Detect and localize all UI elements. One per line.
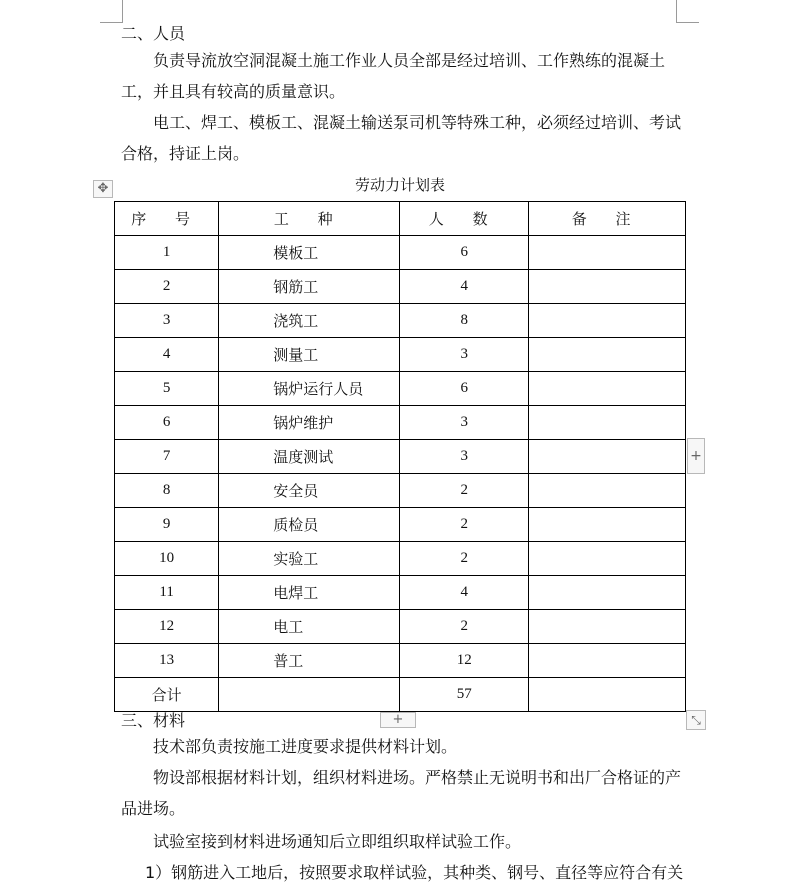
cell-note[interactable] (529, 610, 686, 644)
cell-count[interactable]: 3 (400, 440, 529, 474)
cell-work-type[interactable]: 锅炉维护 (219, 406, 400, 440)
table-row (115, 440, 686, 474)
section-heading-materials: 三、材料 (121, 711, 186, 730)
table-row (115, 236, 686, 270)
header-cell-work-type: 工 种 (219, 202, 400, 236)
paragraph-text: 1）钢筋进入工地后，按照要求取样试验，其种类、钢号、直径等应符合有关 (145, 863, 684, 882)
page-crop-mark-left (100, 0, 123, 23)
cell-note[interactable] (529, 406, 686, 440)
cell-note[interactable] (529, 304, 686, 338)
cell-index[interactable]: 3 (115, 304, 219, 338)
header-cell-note: 备 注 (529, 202, 686, 236)
cell-note[interactable] (529, 236, 686, 270)
table-row (115, 576, 686, 610)
paragraph-text: 工，并且具有较高的质量意识。 (121, 82, 346, 101)
paragraph-text: 品进场。 (121, 799, 186, 818)
cell-work-type[interactable]: 模板工 (219, 236, 400, 270)
table-row (115, 372, 686, 406)
cell-note[interactable] (529, 508, 686, 542)
cell-note[interactable] (529, 576, 686, 610)
move-arrows-icon[interactable]: ✥ (93, 180, 113, 198)
cell-count[interactable]: 3 (400, 406, 529, 440)
table-row (115, 508, 686, 542)
table-header-row (115, 202, 686, 236)
cell-index[interactable]: 11 (115, 576, 219, 610)
table-row (115, 474, 686, 508)
cell-note[interactable] (529, 474, 686, 508)
cell-note[interactable] (529, 542, 686, 576)
cell-note[interactable] (529, 678, 686, 712)
cell-index[interactable]: 10 (115, 542, 219, 576)
labor-plan-table (114, 201, 686, 712)
add-column-button[interactable]: + (687, 438, 705, 474)
cell-count[interactable]: 12 (400, 644, 529, 678)
cell-work-type[interactable]: 普工 (219, 644, 400, 678)
cell-work-type[interactable]: 钢筋工 (219, 270, 400, 304)
cell-count[interactable]: 2 (400, 508, 529, 542)
cell-work-type[interactable]: 浇筑工 (219, 304, 400, 338)
table-row (115, 270, 686, 304)
cell-work-type[interactable] (219, 678, 400, 712)
table-row (115, 644, 686, 678)
cell-work-type[interactable]: 电工 (219, 610, 400, 644)
table-total-row (115, 678, 686, 712)
cell-index[interactable]: 2 (115, 270, 219, 304)
cell-work-type[interactable]: 温度测试 (219, 440, 400, 474)
cell-index[interactable]: 13 (115, 644, 219, 678)
table-row (115, 304, 686, 338)
cell-work-type[interactable]: 质检员 (219, 508, 400, 542)
cell-count[interactable]: 3 (400, 338, 529, 372)
cell-index[interactable]: 1 (115, 236, 219, 270)
cell-note[interactable] (529, 270, 686, 304)
cell-total-count[interactable]: 57 (400, 678, 529, 712)
cell-index[interactable]: 7 (115, 440, 219, 474)
cell-index[interactable]: 4 (115, 338, 219, 372)
cell-index[interactable]: 9 (115, 508, 219, 542)
page-crop-mark-right (676, 0, 699, 23)
table-title: 劳动力计划表 (354, 176, 445, 194)
section-heading-personnel: 二、人员 (121, 24, 186, 43)
add-row-button[interactable]: + (380, 712, 416, 728)
cell-index[interactable]: 6 (115, 406, 219, 440)
paragraph-text: 试验室接到材料进场通知后立即组织取样试验工作。 (153, 832, 522, 851)
table-row (115, 406, 686, 440)
cell-count[interactable]: 2 (400, 542, 529, 576)
table-row (115, 610, 686, 644)
header-cell-count: 人 数 (400, 202, 529, 236)
paragraph-text: 合格，持证上岗。 (121, 144, 250, 163)
paragraph-text: 物设部根据材料计划，组织材料进场。严格禁止无说明书和出厂合格证的产 (153, 768, 682, 787)
table-row (115, 542, 686, 576)
cell-work-type[interactable]: 锅炉运行人员 (219, 372, 400, 406)
resize-arrows-icon[interactable]: ⤡ (686, 710, 706, 730)
cell-work-type[interactable]: 安全员 (219, 474, 400, 508)
cell-count[interactable]: 4 (400, 576, 529, 610)
cell-index[interactable]: 12 (115, 610, 219, 644)
cell-index[interactable]: 8 (115, 474, 219, 508)
cell-count[interactable]: 2 (400, 610, 529, 644)
cell-count[interactable]: 8 (400, 304, 529, 338)
cell-count[interactable]: 2 (400, 474, 529, 508)
paragraph-text: 负责导流放空洞混凝土施工作业人员全部是经过培训、工作熟练的混凝土 (153, 51, 666, 70)
cell-note[interactable] (529, 372, 686, 406)
cell-work-type[interactable]: 电焊工 (219, 576, 400, 610)
cell-index[interactable]: 5 (115, 372, 219, 406)
paragraph-text: 电工、焊工、模板工、混凝土输送泵司机等特殊工种，必须经过培训、考试 (153, 113, 682, 132)
cell-note[interactable] (529, 338, 686, 372)
cell-count[interactable]: 6 (400, 372, 529, 406)
cell-count[interactable]: 4 (400, 270, 529, 304)
cell-note[interactable] (529, 644, 686, 678)
cell-work-type[interactable]: 实验工 (219, 542, 400, 576)
paragraph-text: 技术部负责按施工进度要求提供材料计划。 (153, 737, 458, 756)
cell-total-label[interactable]: 合计 (115, 678, 219, 712)
cell-count[interactable]: 6 (400, 236, 529, 270)
table-row (115, 338, 686, 372)
header-cell-index: 序 号 (115, 202, 219, 236)
cell-work-type[interactable]: 测量工 (219, 338, 400, 372)
cell-note[interactable] (529, 440, 686, 474)
